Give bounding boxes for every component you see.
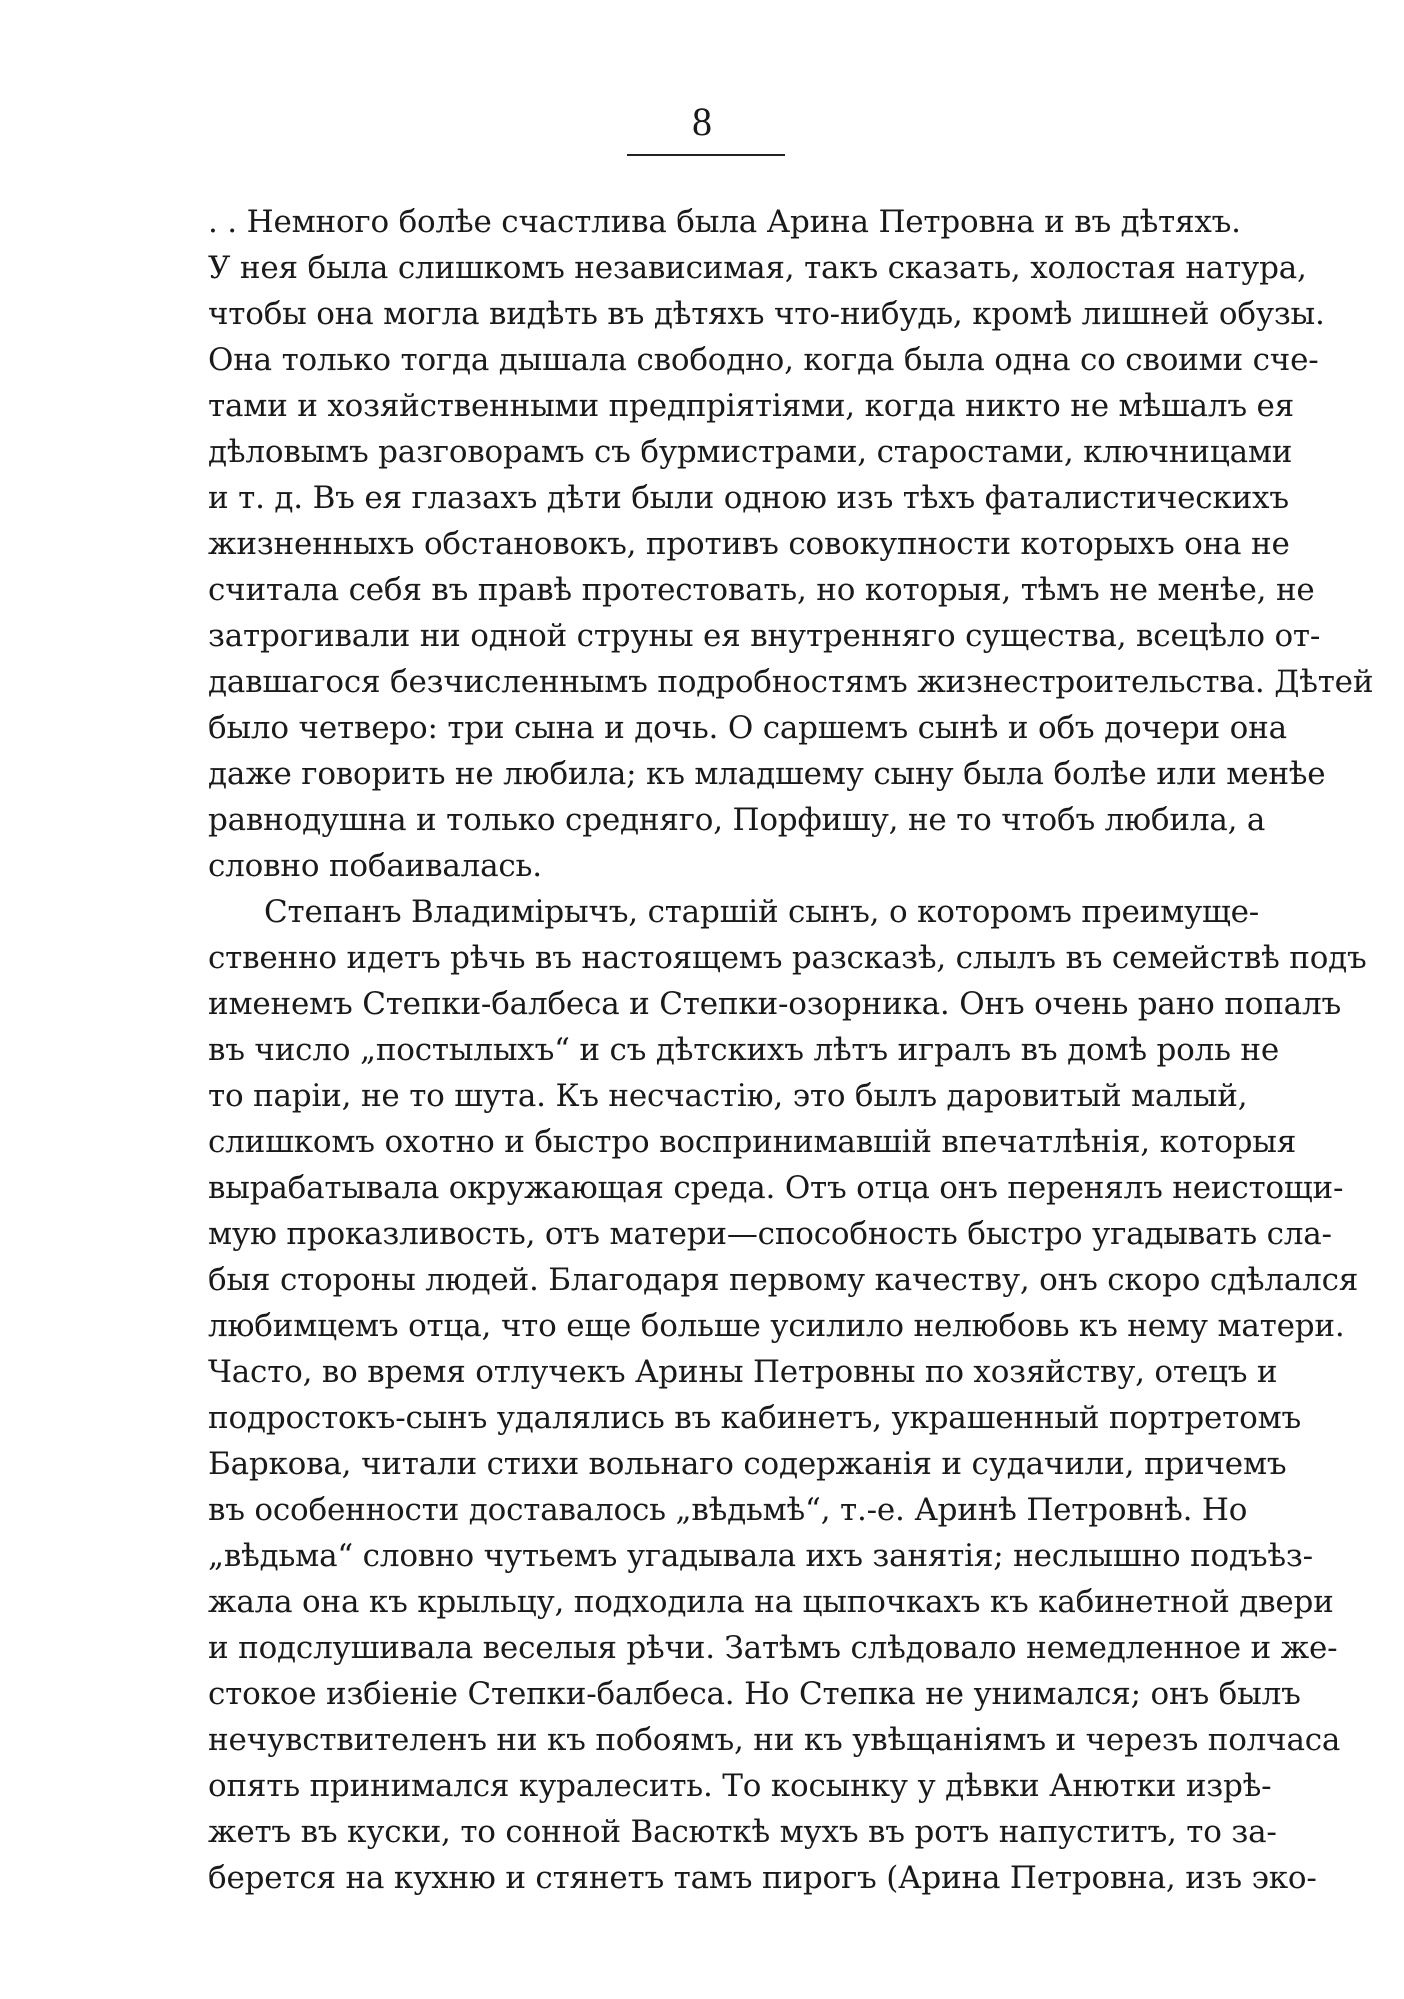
text-line: мую проказливость, отъ матери—способность быстро угадывать сла- (208, 1216, 1332, 1252)
text-line: жизненныхъ обстановокъ, противъ совокупности которыхъ она не (208, 526, 1290, 562)
text-line: любимцемъ отца, что еще больше усилило нелюбовь къ нему матери. (208, 1308, 1345, 1344)
text-line: и т. д. Въ ея глазахъ дѣти были одною изъ тѣхъ фаталистическихъ (208, 480, 1289, 516)
text-line: Степанъ Владимірычъ, старшій сынъ, о которомъ преимуще- (264, 894, 1260, 930)
text-line: быя стороны людей. Благодаря первому качеству, онъ скоро сдѣлался (208, 1262, 1359, 1298)
text-line: тами и хозяйственными предпріятіями, когда никто не мѣшалъ ея (208, 388, 1295, 424)
text-line: давшагося безчисленнымъ подробностямъ жизнестроительства. Дѣтей (208, 664, 1374, 700)
text-line: нечувствителенъ ни къ побоямъ, ни къ увѣщаніямъ и черезъ полчаса (208, 1722, 1341, 1758)
text-line: вырабатывала окружающая среда. Отъ отца онъ перенялъ неистощи- (208, 1170, 1344, 1206)
text-line: было четверо: три сына и дочь. О саршемъ сынѣ и объ дочери она (208, 710, 1287, 746)
text-line: затрогивали ни одной струны ея внутренняго существа, всецѣло от- (208, 618, 1321, 654)
text-line: опять принимался куралесить. То косынку у дѣвки Анютки изрѣ- (208, 1768, 1272, 1804)
text-line: берется на кухню и стянетъ тамъ пирогъ (Арина Петровна, изъ эко- (208, 1860, 1317, 1896)
text-line: . . Немного болѣе счастлива была Арина Петровна и въ дѣтяхъ. (208, 204, 1241, 240)
paragraph-1 (208, 199, 1374, 889)
text-line: равнодушна и только средняго, Порфишу, не то чтобъ любила, а (208, 802, 1266, 838)
text-line: Часто, во время отлучекъ Арины Петровны по хозяйству, отецъ и (208, 1354, 1278, 1390)
text-line: считала себя въ правѣ протестовать, но которыя, тѣмъ не менѣе, не (208, 572, 1315, 608)
text-line: Она только тогда дышала свободно, когда была одна со своими сче- (208, 342, 1319, 378)
text-line: слишкомъ охотно и быстро воспринимавшій впечатлѣнія, которыя (208, 1124, 1297, 1160)
body-text (208, 199, 1374, 1901)
page-number: 8 (692, 99, 712, 144)
text-line: дѣловымъ разговорамъ съ бурмистрами, старостами, ключницами (208, 434, 1293, 470)
text-line: подростокъ-сынъ удалялись въ кабинетъ, украшенный портретомъ (208, 1400, 1302, 1436)
text-line: Баркова, читали стихи вольнаго содержанія и судачили, причемъ (208, 1446, 1287, 1482)
text-line: и подслушивала веселыя рѣчи. Затѣмъ слѣдовало немедленное и же- (208, 1630, 1338, 1666)
text-line: чтобы она могла видѣть въ дѣтяхъ что-нибудь, кромѣ лишней обузы. (208, 296, 1325, 332)
text-line: стокое избіеніе Степки-балбеса. Но Степка не унимался; онъ былъ (208, 1676, 1301, 1712)
text-line: словно побаивалась. (208, 848, 542, 884)
text-line: жетъ въ куски, то сонной Васюткѣ мухъ въ ротъ напуститъ, то за- (208, 1814, 1277, 1850)
text-line: даже говорить не любила; къ младшему сыну была болѣе или менѣе (208, 756, 1326, 792)
text-line: жала она къ крыльцу, подходила на цыпочкахъ къ кабинетной двери (208, 1584, 1334, 1620)
text-line: ственно идетъ рѣчь въ настоящемъ разсказѣ, слылъ въ семействѣ подъ (208, 940, 1367, 976)
text-line: въ число „постылыхъ“ и съ дѣтскихъ лѣтъ игралъ въ домѣ роль не (208, 1032, 1280, 1068)
text-line: „вѣдьма“ словно чутьемъ угадывала ихъ занятія; неслышно подъѣз- (208, 1538, 1313, 1574)
text-line: именемъ Степки-балбеса и Степки-озорника. Онъ очень рано попалъ (208, 986, 1341, 1022)
paragraph-2 (208, 889, 1367, 1901)
header-rule (627, 154, 785, 156)
text-line: то паріи, не то шута. Къ несчастію, это былъ даровитый малый, (208, 1078, 1248, 1114)
text-line: въ особенности доставалось „вѣдьмѣ“, т.-е. Аринѣ Петровнѣ. Но (208, 1492, 1248, 1528)
text-line: У нея была слишкомъ независимая, такъ сказать, холостая натура, (208, 250, 1307, 286)
